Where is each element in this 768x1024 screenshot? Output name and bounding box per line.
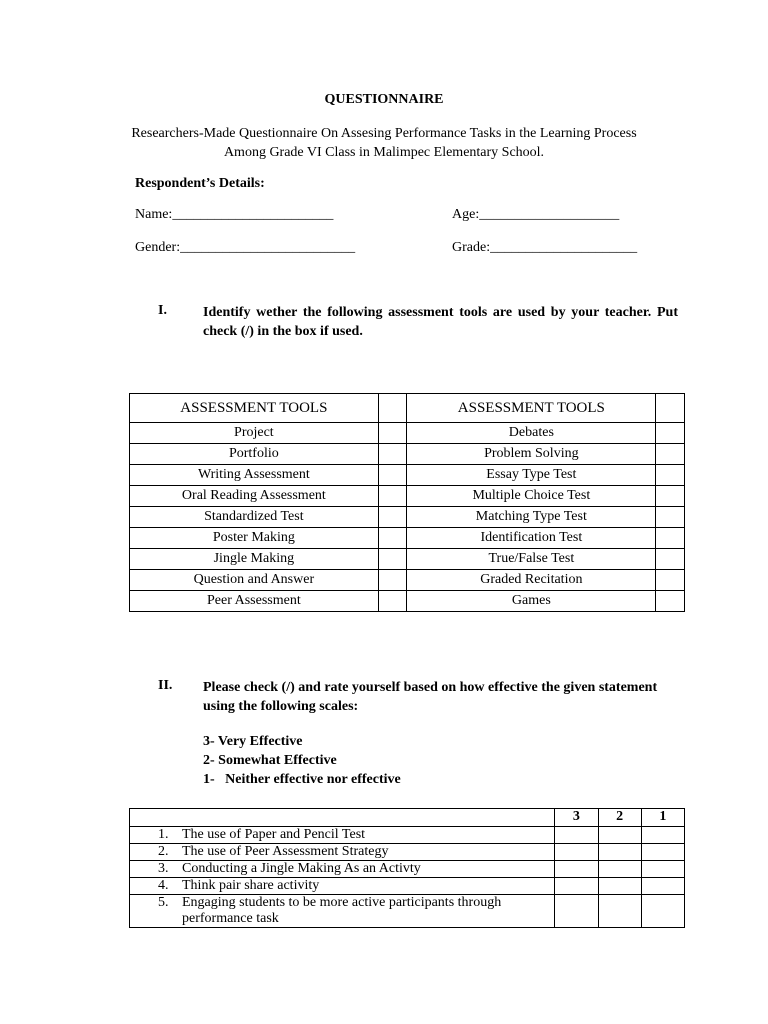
header-col-3: 3 xyxy=(555,809,598,827)
check-box-right[interactable] xyxy=(656,570,685,591)
check-box-right[interactable] xyxy=(656,423,685,444)
grade-field[interactable]: Grade:_____________________ xyxy=(452,240,638,255)
table-row xyxy=(130,444,685,465)
rating-box-1[interactable] xyxy=(641,895,684,928)
rating-box-3[interactable] xyxy=(555,895,598,928)
rating-box-3[interactable] xyxy=(555,827,598,844)
rating-box-1[interactable] xyxy=(641,844,684,861)
rating-box-3[interactable] xyxy=(555,861,598,878)
check-box-left[interactable] xyxy=(378,591,407,612)
scale-1: 1- Neither effective nor effective xyxy=(203,772,401,787)
check-box-left[interactable] xyxy=(378,528,407,549)
check-box-left[interactable] xyxy=(378,465,407,486)
statement-cell xyxy=(130,861,555,878)
table-row xyxy=(130,895,685,928)
age-field[interactable]: Age:____________________ xyxy=(452,207,620,222)
item-number: 4. xyxy=(158,878,169,893)
item-number: 1. xyxy=(158,827,169,842)
assessment-tools-table xyxy=(129,393,685,612)
header-col-2: 2 xyxy=(598,809,641,827)
section-1-numeral: I. xyxy=(158,303,167,318)
statement-cell xyxy=(130,844,555,861)
subtitle-line-1: Researchers-Made Questionnaire On Assesing Performance Tasks in the Learning Process xyxy=(131,126,637,141)
tool-name-right: Multiple Choice Test xyxy=(407,486,656,507)
rating-box-2[interactable] xyxy=(598,895,641,928)
tool-name-right: Problem Solving xyxy=(407,444,656,465)
header-assessment-tools-right: ASSESSMENT TOOLS xyxy=(407,394,656,423)
rating-table xyxy=(129,808,685,928)
item-text: The use of Peer Assessment Strategy xyxy=(182,844,389,859)
check-box-left[interactable] xyxy=(378,507,407,528)
rating-box-3[interactable] xyxy=(555,878,598,895)
tool-name-right: Graded Recitation xyxy=(407,570,656,591)
tool-name-left: Jingle Making xyxy=(130,549,379,570)
table-row xyxy=(130,570,685,591)
section-1-instruction: Identify wether the following assessment tools are used by your teacher. Put check (/) in the box if used. xyxy=(203,305,678,339)
tool-name-right: Debates xyxy=(407,423,656,444)
tool-name-left: Peer Assessment xyxy=(130,591,379,612)
item-text: The use of Paper and Pencil Test xyxy=(182,827,366,842)
rating-box-2[interactable] xyxy=(598,844,641,861)
tool-name-left: Standardized Test xyxy=(130,507,379,528)
table-row xyxy=(130,507,685,528)
rating-header-row xyxy=(130,809,685,827)
check-box-right[interactable] xyxy=(656,507,685,528)
rating-box-2[interactable] xyxy=(598,878,641,895)
rating-box-3[interactable] xyxy=(555,844,598,861)
check-box-right[interactable] xyxy=(656,444,685,465)
tool-name-right: Games xyxy=(407,591,656,612)
tool-name-left: Portfolio xyxy=(130,444,379,465)
header-assessment-tools-left: ASSESSMENT TOOLS xyxy=(130,394,379,423)
tool-name-left: Poster Making xyxy=(130,528,379,549)
table-header-row xyxy=(130,394,685,423)
table-row xyxy=(130,844,685,861)
subtitle xyxy=(0,124,768,162)
tool-name-right: Identification Test xyxy=(407,528,656,549)
rating-box-1[interactable] xyxy=(641,878,684,895)
section-2-numeral: II. xyxy=(158,678,173,693)
item-text: Think pair share activity xyxy=(182,878,320,893)
table-row xyxy=(130,827,685,844)
check-box-left[interactable] xyxy=(378,444,407,465)
tool-name-right: Matching Type Test xyxy=(407,507,656,528)
statement-cell xyxy=(130,895,555,928)
table-row xyxy=(130,591,685,612)
table-row xyxy=(130,423,685,444)
header-col-1: 1 xyxy=(641,809,684,827)
check-box-left[interactable] xyxy=(378,549,407,570)
name-field[interactable]: Name:_______________________ xyxy=(135,207,334,222)
header-check-left xyxy=(378,394,407,423)
tool-name-left: Project xyxy=(130,423,379,444)
check-box-left[interactable] xyxy=(378,570,407,591)
header-statement-cell xyxy=(130,809,555,827)
respondent-details-heading: Respondent’s Details: xyxy=(135,176,265,191)
item-text-continued: performance task xyxy=(182,911,279,926)
rating-box-1[interactable] xyxy=(641,827,684,844)
tool-name-left: Question and Answer xyxy=(130,570,379,591)
table-row xyxy=(130,861,685,878)
table-row xyxy=(130,528,685,549)
subtitle-line-2: Among Grade VI Class in Malimpec Elementary School. xyxy=(223,145,545,160)
tool-name-left: Oral Reading Assessment xyxy=(130,486,379,507)
table-row xyxy=(130,465,685,486)
tool-name-left: Writing Assessment xyxy=(130,465,379,486)
scale-3: 3- Very Effective xyxy=(203,734,303,749)
item-number: 2. xyxy=(158,844,169,859)
check-box-left[interactable] xyxy=(378,486,407,507)
table-row xyxy=(130,549,685,570)
item-number: 3. xyxy=(158,861,169,876)
section-2-instruction: Please check (/) and rate yourself based on how effective the given statement using the following scales: xyxy=(203,680,658,714)
check-box-right[interactable] xyxy=(656,591,685,612)
statement-cell xyxy=(130,827,555,844)
rating-box-1[interactable] xyxy=(641,861,684,878)
check-box-right[interactable] xyxy=(656,528,685,549)
check-box-right[interactable] xyxy=(656,549,685,570)
tool-name-right: Essay Type Test xyxy=(407,465,656,486)
rating-box-2[interactable] xyxy=(598,861,641,878)
gender-field[interactable]: Gender:_________________________ xyxy=(135,240,356,255)
check-box-left[interactable] xyxy=(378,423,407,444)
item-number: 5. xyxy=(158,895,169,910)
rating-box-2[interactable] xyxy=(598,827,641,844)
tool-name-right: True/False Test xyxy=(407,549,656,570)
table-row xyxy=(130,878,685,895)
page-title: QUESTIONNAIRE xyxy=(324,92,444,107)
statement-cell xyxy=(130,878,555,895)
scale-2: 2- Somewhat Effective xyxy=(203,753,337,768)
header-check-right xyxy=(656,394,685,423)
table-row xyxy=(130,486,685,507)
check-box-right[interactable] xyxy=(656,465,685,486)
check-box-right[interactable] xyxy=(656,486,685,507)
item-text: Engaging students to be more active participants through xyxy=(182,895,502,910)
item-text: Conducting a Jingle Making As an Activty xyxy=(182,861,421,876)
